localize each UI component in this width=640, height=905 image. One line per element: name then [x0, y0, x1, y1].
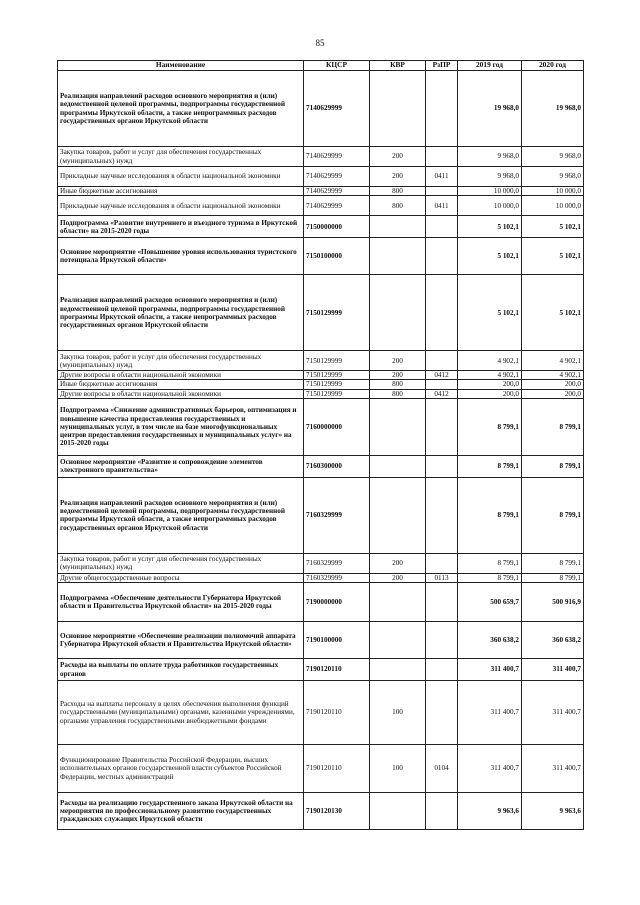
cell-kvr: 200	[370, 167, 426, 187]
cell-rzpr	[426, 455, 458, 477]
cell-2020: 8 799,1	[522, 553, 584, 573]
cell-kvr: 200	[370, 351, 426, 371]
header-2020: 2020 год	[522, 61, 584, 71]
cell-kcsr: 7150129999	[304, 275, 370, 351]
table-row	[58, 167, 584, 187]
cell-2019: 200,0	[458, 380, 522, 389]
cell-rzpr: 0104	[426, 745, 458, 793]
cell-kvr: 200	[370, 147, 426, 167]
table-row	[58, 745, 584, 793]
table-row	[58, 389, 584, 398]
cell-2020: 360 638,2	[522, 622, 584, 659]
table-row	[58, 216, 584, 238]
cell-rzpr	[426, 398, 458, 455]
page-number: 85	[315, 38, 325, 48]
cell-kcsr: 7150129999	[304, 380, 370, 389]
cell-kvr: 200	[370, 553, 426, 573]
cell-name: Закупка товаров, работ и услуг для обеспечения государственных (муниципальных) нужд	[58, 351, 304, 371]
cell-kvr	[370, 622, 426, 659]
cell-kvr	[370, 238, 426, 275]
cell-2020: 200,0	[522, 389, 584, 398]
header-kcsr: КЦСР	[304, 61, 370, 71]
cell-rzpr	[426, 793, 458, 830]
cell-2020: 10 000,0	[522, 196, 584, 216]
cell-2020: 9 968,0	[522, 167, 584, 187]
cell-rzpr: 0411	[426, 167, 458, 187]
cell-kvr: 800	[370, 380, 426, 389]
cell-name: Иные бюджетные ассигнования	[58, 187, 304, 196]
cell-name: Реализация направлений расходов основного мероприятия и (или) ведомственной целевой программы, подпрограммы государственной программы Иркутской области, а также непрограммных расходов государственных органов Иркутской области	[58, 477, 304, 553]
table-row	[58, 553, 584, 573]
cell-2020: 9 963,6	[522, 793, 584, 830]
table-row	[58, 71, 584, 147]
cell-name: Основное мероприятие «Повышение уровня использования туристского потенциала Иркутской области»	[58, 238, 304, 275]
cell-name: Расходы на реализацию государственного заказа Иркутской области на мероприятия по профессиональному развитию государственных гражданских служащих Иркутской области	[58, 793, 304, 830]
cell-name: Иные бюджетные ассигнования	[58, 380, 304, 389]
cell-rzpr	[426, 187, 458, 196]
cell-kvr: 200	[370, 371, 426, 380]
table-row	[58, 238, 584, 275]
cell-2020: 8 799,1	[522, 398, 584, 455]
budget-table	[57, 60, 584, 830]
cell-kvr	[370, 455, 426, 477]
cell-name: Закупка товаров, работ и услуг для обеспечения государственных (муниципальных) нужд	[58, 147, 304, 167]
cell-rzpr	[426, 238, 458, 275]
cell-2020: 311 400,7	[522, 681, 584, 745]
cell-kcsr: 7140629999	[304, 187, 370, 196]
table-row	[58, 455, 584, 477]
header-kvr: КВР	[370, 61, 426, 71]
cell-2019: 9 968,0	[458, 147, 522, 167]
cell-rzpr	[426, 477, 458, 553]
cell-2019: 9 968,0	[458, 167, 522, 187]
cell-2020: 311 400,7	[522, 659, 584, 681]
cell-2019: 8 799,1	[458, 455, 522, 477]
cell-kcsr: 7140629999	[304, 196, 370, 216]
table-row	[58, 275, 584, 351]
cell-2019: 5 102,1	[458, 216, 522, 238]
cell-kcsr: 7190120110	[304, 745, 370, 793]
table-row	[58, 622, 584, 659]
cell-2019: 360 638,2	[458, 622, 522, 659]
table-row	[58, 681, 584, 745]
cell-2019: 311 400,7	[458, 681, 522, 745]
cell-2019: 5 102,1	[458, 238, 522, 275]
cell-name: Другие вопросы в области национальной экономики	[58, 389, 304, 398]
cell-rzpr: 0113	[426, 573, 458, 582]
cell-name: Подпрограмма «Снижение административных барьеров, оптимизация и повышение качества предоставления государственных и муниципальных услуг, в том числе на базе многофункциональных центров предоставления государственных и муниципальных услуг» на 2015-2020 годы	[58, 398, 304, 455]
cell-2019: 4 902,1	[458, 371, 522, 380]
table-row	[58, 196, 584, 216]
cell-kvr	[370, 398, 426, 455]
cell-kcsr: 7150129999	[304, 351, 370, 371]
cell-kcsr: 7190120130	[304, 793, 370, 830]
cell-2019: 500 659,7	[458, 583, 522, 622]
cell-kvr: 200	[370, 573, 426, 582]
cell-kcsr: 7160329999	[304, 477, 370, 553]
cell-2019: 5 102,1	[458, 275, 522, 351]
cell-name: Основное мероприятие «Развитие и сопровождение элементов электронного правительства»	[58, 455, 304, 477]
cell-2020: 9 968,0	[522, 147, 584, 167]
cell-2020: 4 902,1	[522, 351, 584, 371]
cell-kvr	[370, 793, 426, 830]
cell-rzpr	[426, 380, 458, 389]
cell-kcsr: 7150100000	[304, 238, 370, 275]
cell-kvr	[370, 71, 426, 147]
cell-kcsr: 7140629999	[304, 147, 370, 167]
cell-name: Реализация направлений расходов основного мероприятия и (или) ведомственной целевой программы, подпрограммы государственной программы Иркутской области, а также непрограммных расходов государственных органов Иркутской области	[58, 71, 304, 147]
cell-2020: 311 400,7	[522, 745, 584, 793]
cell-kvr: 100	[370, 745, 426, 793]
cell-2019: 8 799,1	[458, 398, 522, 455]
table-row	[58, 477, 584, 553]
cell-2019: 10 000,0	[458, 196, 522, 216]
cell-2019: 8 799,1	[458, 573, 522, 582]
table-row	[58, 583, 584, 622]
cell-kcsr: 7190120110	[304, 659, 370, 681]
cell-rzpr	[426, 216, 458, 238]
cell-kcsr: 7150129999	[304, 371, 370, 380]
cell-2020: 10 000,0	[522, 187, 584, 196]
cell-rzpr	[426, 275, 458, 351]
cell-kcsr: 7190000000	[304, 583, 370, 622]
cell-rzpr	[426, 681, 458, 745]
cell-name: Прикладные научные исследования в области национальной экономики	[58, 167, 304, 187]
cell-kvr	[370, 583, 426, 622]
cell-name: Другие общегосударственные вопросы	[58, 573, 304, 582]
cell-2019: 8 799,1	[458, 553, 522, 573]
cell-kvr: 100	[370, 681, 426, 745]
table-row	[58, 659, 584, 681]
cell-kcsr: 7190120110	[304, 681, 370, 745]
cell-2019: 200,0	[458, 389, 522, 398]
cell-2020: 5 102,1	[522, 238, 584, 275]
cell-2020: 8 799,1	[522, 477, 584, 553]
cell-2020: 200,0	[522, 380, 584, 389]
cell-kcsr: 7190100000	[304, 622, 370, 659]
cell-name: Другие вопросы в области национальной экономики	[58, 371, 304, 380]
cell-2019: 19 968,0	[458, 71, 522, 147]
cell-name: Реализация направлений расходов основного мероприятия и (или) ведомственной целевой программы, подпрограммы государственной программы Иркутской области, а также непрограммных расходов государственных органов Иркутской области	[58, 275, 304, 351]
cell-rzpr	[426, 553, 458, 573]
cell-rzpr	[426, 71, 458, 147]
cell-name: Подпрограмма «Обеспечение деятельности Губернатора Иркутской области и Правительства Иркутской области» на 2015-2020 годы	[58, 583, 304, 622]
cell-2019: 311 400,7	[458, 659, 522, 681]
cell-name: Закупка товаров, работ и услуг для обеспечения государственных (муниципальных) нужд	[58, 553, 304, 573]
table-row	[58, 187, 584, 196]
cell-kvr	[370, 275, 426, 351]
table-row	[58, 371, 584, 380]
table-row	[58, 573, 584, 582]
cell-kvr: 800	[370, 389, 426, 398]
cell-rzpr	[426, 147, 458, 167]
cell-2019: 4 902,1	[458, 351, 522, 371]
cell-kcsr: 7160329999	[304, 573, 370, 582]
cell-2020: 19 968,0	[522, 71, 584, 147]
cell-2020: 4 902,1	[522, 371, 584, 380]
cell-kcsr: 7140629999	[304, 167, 370, 187]
cell-2020: 5 102,1	[522, 216, 584, 238]
cell-rzpr: 0412	[426, 389, 458, 398]
cell-kcsr: 7160000000	[304, 398, 370, 455]
table-row	[58, 351, 584, 371]
cell-kcsr: 7150000000	[304, 216, 370, 238]
cell-kcsr: 7160300000	[304, 455, 370, 477]
cell-kcsr: 7150129999	[304, 389, 370, 398]
cell-name: Расходы на выплаты по оплате труда работников государственных органов	[58, 659, 304, 681]
table-row	[58, 398, 584, 455]
table-row	[58, 793, 584, 830]
cell-rzpr: 0411	[426, 196, 458, 216]
cell-rzpr	[426, 351, 458, 371]
cell-kvr	[370, 659, 426, 681]
cell-2019: 9 963,6	[458, 793, 522, 830]
cell-name: Прикладные научные исследования в области национальной экономики	[58, 196, 304, 216]
cell-kvr	[370, 216, 426, 238]
cell-2019: 311 400,7	[458, 745, 522, 793]
cell-kcsr: 7160329999	[304, 553, 370, 573]
cell-name: Подпрограмма «Развитие внутреннего и въездного туризма в Иркутской области» на 2015-2020 годы	[58, 216, 304, 238]
cell-kvr	[370, 477, 426, 553]
cell-2020: 8 799,1	[522, 573, 584, 582]
header-2019: 2019 год	[458, 61, 522, 71]
cell-rzpr	[426, 622, 458, 659]
header-rzpr: РзПР	[426, 61, 458, 71]
cell-name: Основное мероприятие «Обеспечение реализации полномочий аппарата Губернатора Иркутской области и Правительства Иркутской области»	[58, 622, 304, 659]
table-header-row	[58, 61, 584, 71]
cell-name: Расходы на выплаты персоналу в целях обеспечения выполнения функций государственными (муниципальными) органами, казенными учреждениями, органами управления государственными внебюджетными фондами	[58, 681, 304, 745]
cell-kvr: 800	[370, 187, 426, 196]
table-row	[58, 147, 584, 167]
cell-rzpr: 0412	[426, 371, 458, 380]
cell-kvr: 800	[370, 196, 426, 216]
cell-kcsr: 7140629999	[304, 71, 370, 147]
cell-rzpr	[426, 583, 458, 622]
table-row	[58, 380, 584, 389]
header-name: Наименование	[58, 61, 304, 71]
cell-2020: 500 916,9	[522, 583, 584, 622]
cell-2020: 8 799,1	[522, 455, 584, 477]
cell-2020: 5 102,1	[522, 275, 584, 351]
table-body	[58, 71, 584, 830]
cell-2019: 10 000,0	[458, 187, 522, 196]
cell-2019: 8 799,1	[458, 477, 522, 553]
cell-name: Функционирование Правительства Российской Федерации, высших исполнительных органов государственной власти субъектов Российской Федерации, местных администраций	[58, 745, 304, 793]
cell-rzpr	[426, 659, 458, 681]
